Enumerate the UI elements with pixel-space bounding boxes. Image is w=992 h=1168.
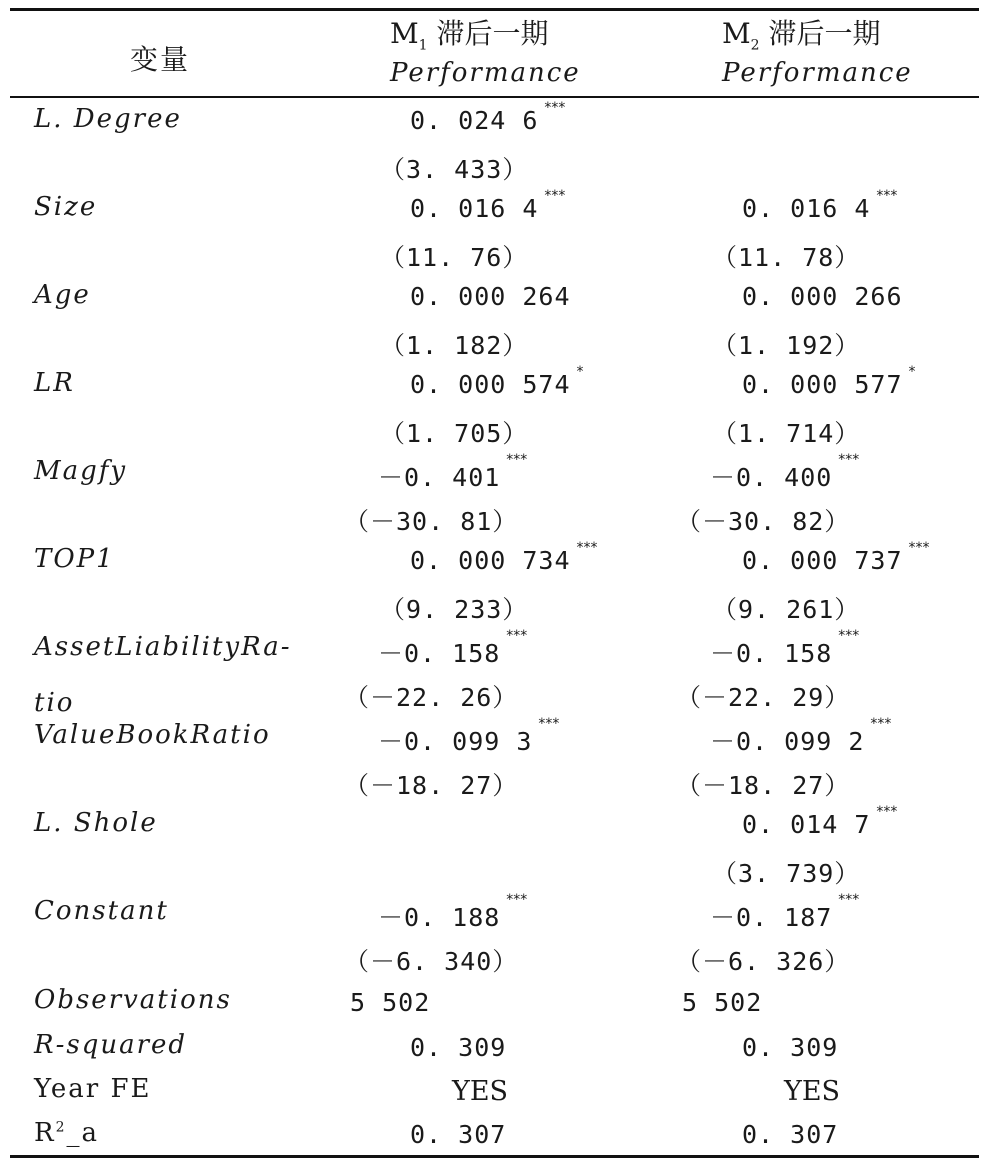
header-model-2 bbox=[722, 12, 881, 54]
significance-stars-m1: *** bbox=[538, 716, 560, 732]
row-label: ValueBookRatio bbox=[34, 720, 271, 750]
t-stat-m1: （1. 182） bbox=[380, 331, 529, 360]
t-stat-m1: （1. 705） bbox=[380, 419, 529, 448]
t-stat-m1: （11. 76） bbox=[380, 243, 529, 272]
significance-stars-m1: *** bbox=[544, 100, 566, 116]
r2a-main: R bbox=[34, 1118, 56, 1148]
header-model-1 bbox=[390, 12, 549, 54]
significance-stars-m1: *** bbox=[506, 452, 528, 468]
r-squared-label: R-squared bbox=[34, 1030, 188, 1060]
row-label: L. Degree bbox=[34, 104, 182, 134]
year-fe-label: Year FE bbox=[34, 1074, 152, 1104]
coef-m1: 0. 000 734 bbox=[410, 546, 571, 575]
significance-stars-m2: *** bbox=[838, 628, 860, 644]
model-2-letter: M bbox=[722, 17, 751, 50]
coef-m2: －0. 187 bbox=[710, 903, 833, 932]
row-label: Magfy bbox=[34, 456, 128, 486]
t-stat-m2: （－30. 82） bbox=[676, 507, 851, 536]
significance-stars-m2: *** bbox=[838, 452, 860, 468]
significance-stars-m2: * bbox=[908, 364, 916, 380]
observations-m1: 5 502 bbox=[350, 988, 431, 1017]
row-label: L. Shole bbox=[34, 808, 158, 838]
coef-m2: 0. 000 737 bbox=[742, 546, 903, 575]
coef-m1: 0. 000 574 bbox=[410, 370, 571, 399]
r2a-tail: _a bbox=[66, 1118, 100, 1148]
t-stat-m1: （9. 233） bbox=[380, 595, 529, 624]
row-label: Age bbox=[34, 280, 91, 310]
top-rule bbox=[10, 8, 979, 11]
year-fe-m1: YES bbox=[452, 1076, 509, 1107]
header-rule bbox=[10, 96, 979, 98]
significance-stars-m1: *** bbox=[506, 892, 528, 908]
significance-stars-m2: *** bbox=[838, 892, 860, 908]
r-squared-m2: 0. 309 bbox=[742, 1033, 839, 1062]
model-1-sub: 1 bbox=[418, 37, 428, 54]
t-stat-m2: （－18. 27） bbox=[676, 771, 851, 800]
significance-stars-m1: *** bbox=[544, 188, 566, 204]
r2a-sup: 2 bbox=[55, 1119, 67, 1136]
t-stat-m2: （1. 192） bbox=[712, 331, 861, 360]
coef-m2: 0. 014 7 bbox=[742, 810, 871, 839]
significance-stars-m2: *** bbox=[870, 716, 892, 732]
r2a-m2: 0. 307 bbox=[742, 1120, 839, 1149]
header-model-1-depvar: Performance bbox=[390, 58, 581, 88]
coef-m2: 0. 016 4 bbox=[742, 194, 871, 223]
coef-m1: －0. 158 bbox=[378, 639, 501, 668]
coef-m1: －0. 099 3 bbox=[378, 727, 533, 756]
coef-m1: －0. 401 bbox=[378, 463, 501, 492]
row-label: LR bbox=[34, 368, 75, 398]
coef-m2: －0. 099 2 bbox=[710, 727, 865, 756]
row-label: Constant bbox=[34, 896, 169, 926]
t-stat-m2: （1. 714） bbox=[712, 419, 861, 448]
t-stat-m2: （－22. 29） bbox=[676, 683, 851, 712]
coef-m2: －0. 158 bbox=[710, 639, 833, 668]
t-stat-m1: （－18. 27） bbox=[344, 771, 519, 800]
coef-m1: 0. 024 6 bbox=[410, 106, 539, 135]
coef-m2: 0. 000 266 bbox=[742, 282, 903, 311]
model-1-letter: M bbox=[390, 17, 419, 50]
header-model-2-depvar: Performance bbox=[722, 58, 913, 88]
significance-stars-m2: *** bbox=[876, 804, 898, 820]
coef-m2: 0. 000 577 bbox=[742, 370, 903, 399]
row-label-continued: tio bbox=[34, 688, 75, 718]
t-stat-m2: （11. 78） bbox=[712, 243, 861, 272]
r2a-label bbox=[34, 1118, 99, 1148]
t-stat-m2: （3. 739） bbox=[712, 859, 861, 888]
coef-m1: 0. 000 264 bbox=[410, 282, 571, 311]
significance-stars-m1: *** bbox=[576, 540, 598, 556]
observations-label: Observations bbox=[34, 985, 232, 1015]
coef-m1: 0. 016 4 bbox=[410, 194, 539, 223]
coef-m2: －0. 400 bbox=[710, 463, 833, 492]
t-stat-m1: （－6. 340） bbox=[344, 947, 519, 976]
model-1-lag: 滞后一期 bbox=[427, 17, 549, 50]
model-2-lag: 滞后一期 bbox=[759, 17, 881, 50]
t-stat-m1: （－22. 26） bbox=[344, 683, 519, 712]
t-stat-m2: （9. 261） bbox=[712, 595, 861, 624]
coef-m1: －0. 188 bbox=[378, 903, 501, 932]
significance-stars-m2: *** bbox=[908, 540, 930, 556]
row-label: Size bbox=[34, 192, 98, 222]
significance-stars-m1: *** bbox=[506, 628, 528, 644]
t-stat-m1: （3. 433） bbox=[380, 155, 529, 184]
year-fe-m2: YES bbox=[784, 1076, 841, 1107]
row-label: TOP1 bbox=[34, 544, 115, 574]
model-2-sub: 2 bbox=[750, 37, 760, 54]
r2a-m1: 0. 307 bbox=[410, 1120, 507, 1149]
header-variable: 变量 bbox=[130, 43, 191, 76]
bottom-rule bbox=[10, 1155, 979, 1158]
row-label: AssetLiabilityRa- bbox=[34, 632, 292, 662]
r-squared-m1: 0. 309 bbox=[410, 1033, 507, 1062]
t-stat-m2: （－6. 326） bbox=[676, 947, 851, 976]
observations-m2: 5 502 bbox=[682, 988, 763, 1017]
significance-stars-m2: *** bbox=[876, 188, 898, 204]
significance-stars-m1: * bbox=[576, 364, 584, 380]
t-stat-m1: （－30. 81） bbox=[344, 507, 519, 536]
